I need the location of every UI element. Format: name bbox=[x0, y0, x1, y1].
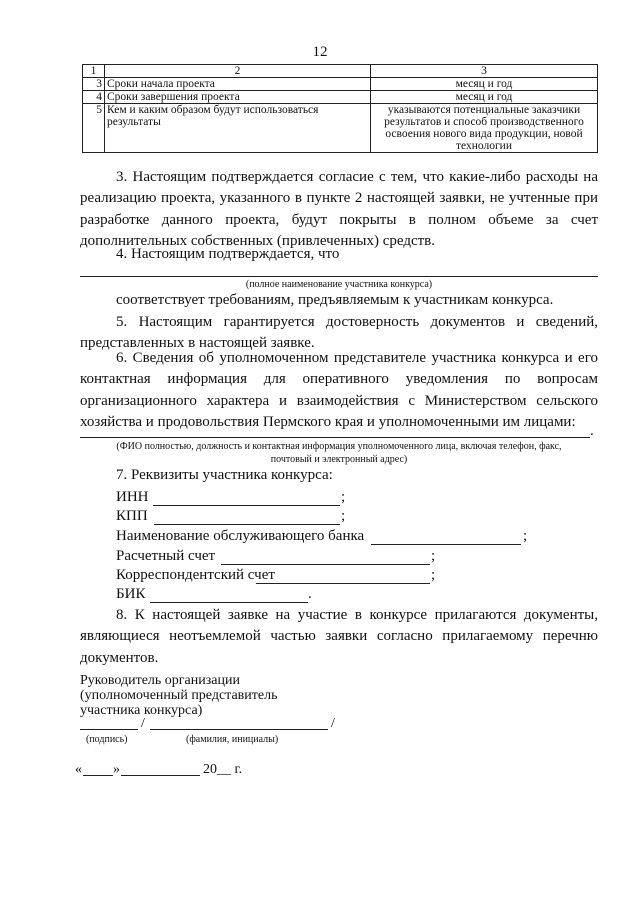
row-name: Кем и каким образом будут использоваться результаты bbox=[105, 104, 371, 153]
corr-account-field-line bbox=[256, 583, 430, 584]
bik-period: . bbox=[308, 586, 312, 602]
inn-label: ИНН bbox=[116, 489, 149, 505]
participant-name-line bbox=[80, 276, 598, 277]
bank-semicolon: ; bbox=[523, 528, 528, 544]
row-name: Сроки завершения проекта bbox=[105, 91, 371, 104]
row-value: указываются потенциальные заказчики результатов и способ производственного освоения нового вида продукции, новой технологии bbox=[371, 104, 598, 153]
table-header-cell: 2 bbox=[105, 65, 371, 78]
corr-account-label: Корреспондентский счет bbox=[116, 567, 275, 583]
corr-account-semicolon: ; bbox=[431, 567, 436, 583]
table-row bbox=[83, 78, 598, 91]
contact-info-period: . bbox=[590, 423, 594, 439]
table-header-cell: 3 bbox=[371, 65, 598, 78]
contact-caption-line-1: (ФИО полностью, должность и контактная информация уполномоченного лица, включая телефон, факс, bbox=[116, 441, 562, 452]
name-line bbox=[150, 729, 328, 730]
table-row bbox=[83, 91, 598, 104]
signature-caption: (подпись) bbox=[86, 734, 128, 745]
contact-info-line bbox=[80, 437, 590, 438]
row-number: 3 bbox=[83, 78, 105, 91]
bank-field-line bbox=[371, 544, 521, 545]
inn-field-line bbox=[153, 505, 340, 506]
signature-slash-left: / bbox=[141, 716, 145, 731]
paragraph-3: 3. Настоящим подтверждается согласие с тем, что какие-либо расходы на реализацию проекта, указанного в пункте 2 настоящей заявки, не учтенные при разработке данного проекта, будут покрыты в полном объеме за счет дополнительных собственных (привлеченных) средств. bbox=[80, 169, 598, 249]
head-line-2: (уполномоченный представитель bbox=[80, 688, 278, 703]
participant-name-caption: (полное наименование участника конкурса) bbox=[245, 279, 433, 290]
name-caption: (фамилия, инициалы) bbox=[186, 734, 279, 745]
paragraph-4: 4. Настоящим подтверждается, что bbox=[116, 246, 340, 262]
date-close-quote: » bbox=[113, 762, 120, 777]
kpp-label: КПП bbox=[116, 508, 148, 524]
head-line-1: Руководитель организации bbox=[80, 673, 240, 688]
paragraph-5: 5. Настоящим гарантируется достоверность документов и сведений, представленных в настоящей заявке. bbox=[80, 314, 598, 352]
bank-label: Наименование обслуживающего банка bbox=[116, 528, 365, 544]
paragraph-4-continuation: соответствует требованиям, предъявляемым к участникам конкурса. bbox=[116, 292, 554, 308]
head-line-3: участника конкурса) bbox=[80, 703, 203, 718]
account-label: Расчетный счет bbox=[116, 548, 216, 564]
table-header-cell: 1 bbox=[83, 65, 105, 78]
paragraph-7: 7. Реквизиты участника конкурса: bbox=[116, 467, 333, 483]
date-month-line bbox=[121, 775, 200, 776]
date-day-line bbox=[83, 775, 113, 776]
date-year: 20__ г. bbox=[203, 762, 243, 777]
table-header-row bbox=[83, 65, 598, 78]
bik-label: БИК bbox=[116, 586, 146, 602]
row-value: месяц и год bbox=[371, 78, 598, 91]
page-number: 12 bbox=[312, 44, 328, 60]
row-number: 5 bbox=[83, 104, 105, 153]
account-semicolon: ; bbox=[431, 548, 436, 564]
contact-caption-line-2: почтовый и электронный адрес) bbox=[270, 454, 408, 465]
row-name: Сроки начала проекта bbox=[105, 78, 371, 91]
inn-semicolon: ; bbox=[341, 489, 346, 505]
paragraph-8: 8. К настоящей заявке на участие в конкурсе прилагаются документы, являющиеся неотъемлемой частью заявки согласно прилагаемому перечню документов. bbox=[80, 607, 598, 666]
table-row bbox=[83, 104, 598, 153]
kpp-field-line bbox=[154, 524, 340, 525]
row-number: 4 bbox=[83, 91, 105, 104]
project-table bbox=[82, 64, 598, 153]
account-field-line bbox=[221, 564, 430, 565]
paragraph-6: 6. Сведения об уполномоченном представителе участника конкурса и его контактная информация для оперативного уведомления по вопросам организационного характера и взаимодействия с Министерством сельского хозяйства и продовольствия Пермского края и уполномоченными им лицами: bbox=[80, 350, 598, 430]
kpp-semicolon: ; bbox=[341, 508, 346, 524]
signature-slash-right: / bbox=[331, 716, 335, 731]
date-open-quote: « bbox=[75, 762, 82, 777]
bik-field-line bbox=[150, 602, 308, 603]
row-value: месяц и год bbox=[371, 91, 598, 104]
signature-line bbox=[80, 729, 138, 730]
